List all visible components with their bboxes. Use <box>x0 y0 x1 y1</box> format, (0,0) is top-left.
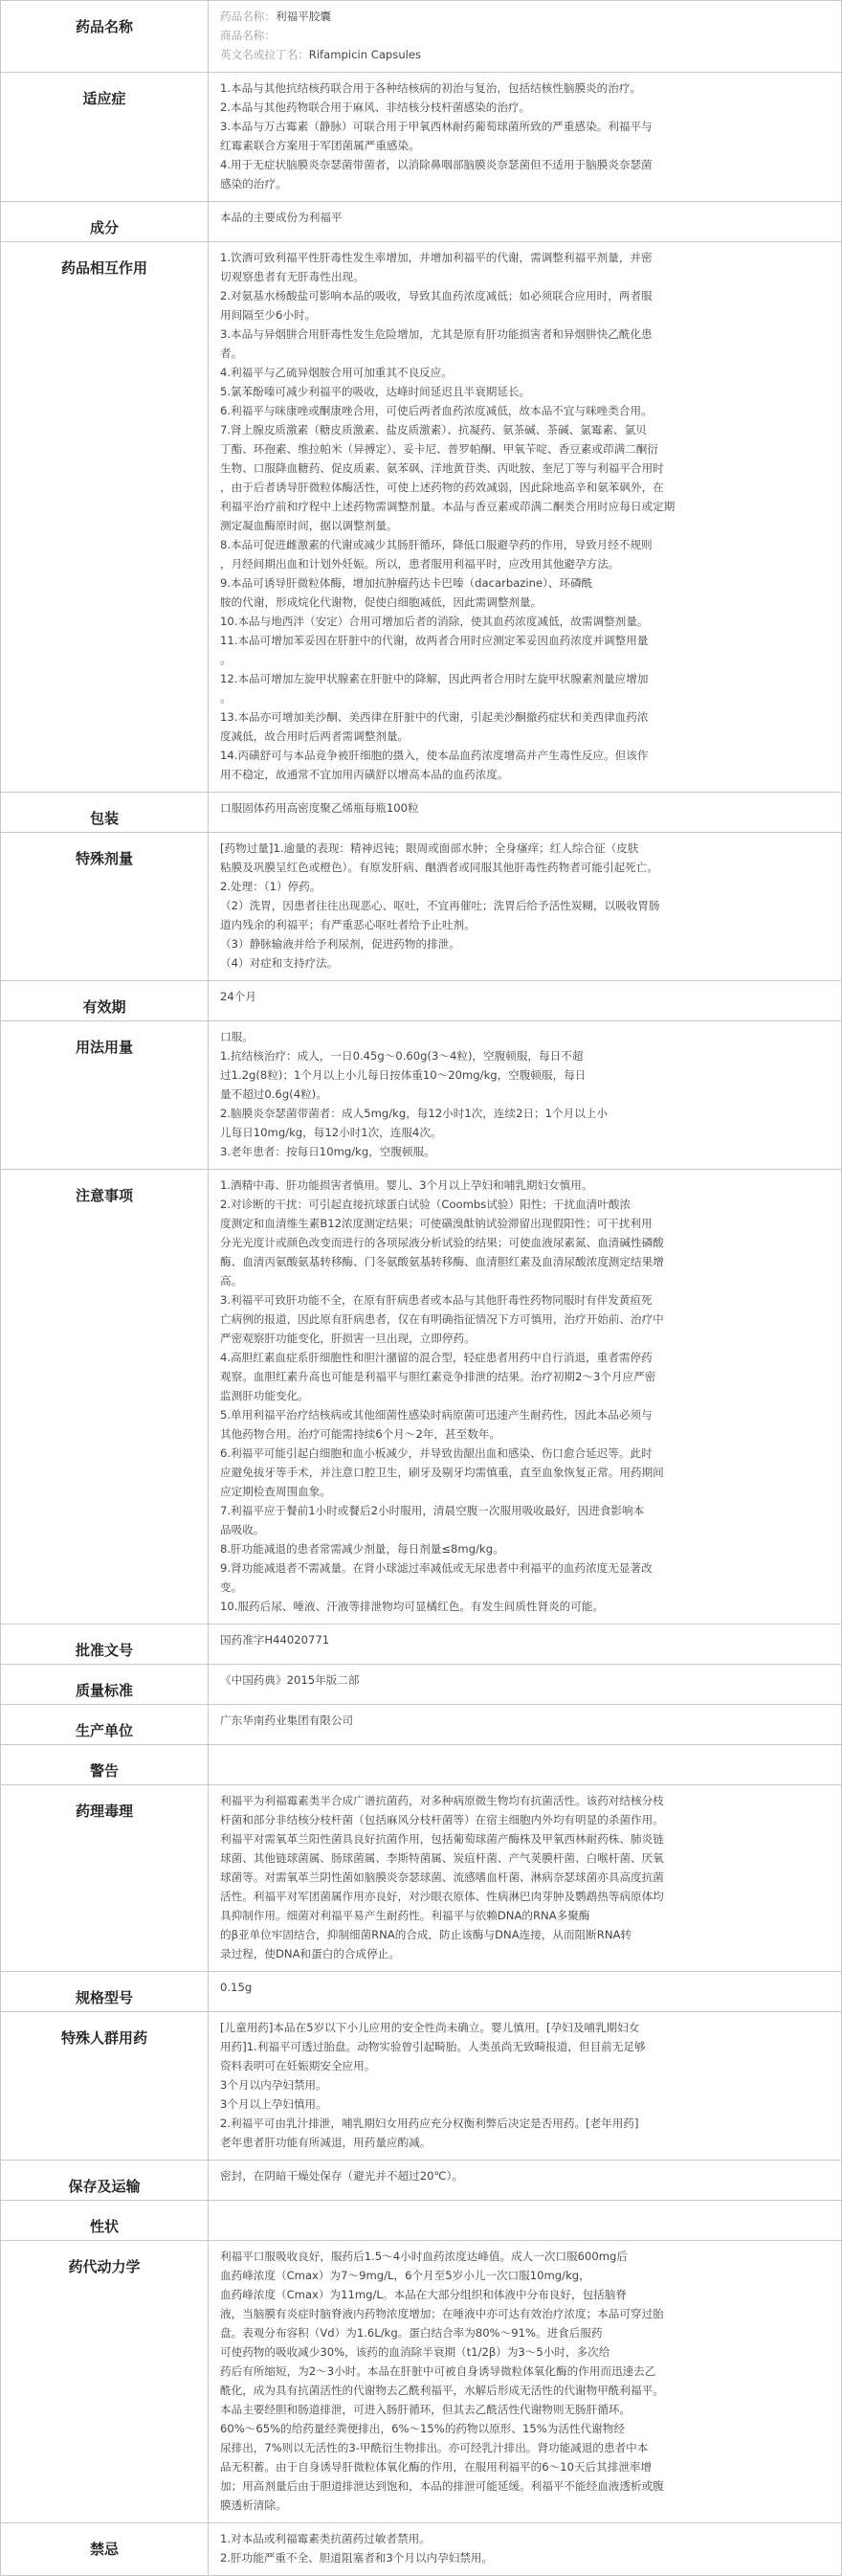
content-line: 酰化，成为具有抗菌活性的代谢物去乙酰利福平，水解后形成无活性的代谢物甲酰利福平。 <box>220 2384 664 2397</box>
drug-info-rows <box>1 1 842 2576</box>
content-precautions <box>209 1170 842 1624</box>
content-line: 3.利福平可致肝功能不全，在原有肝病患者或本品与其他肝毒性药物同服时有伴发黄疸死 <box>220 1293 653 1307</box>
content-line: 膜透析清除。 <box>220 2498 287 2512</box>
content-line: 1.饮酒可致利福平性肝毒性发生率增加，并增加利福平的代谢，需调整利福平剂量，并密 <box>220 251 653 264</box>
content-line: 国药准字H44020771 <box>220 1633 330 1646</box>
content-line: 变。 <box>220 1580 243 1594</box>
content-line: 用间隔至少6小时。 <box>220 308 317 322</box>
content-line: 量不超过0.6g(4粒)。 <box>220 1087 327 1101</box>
label-contraindications: 禁忌 <box>1 2523 209 2576</box>
content-line: 2.对氨基水杨酸盐可影响本品的吸收，导致其血药浓度减低；如必须联合应用时，两者服 <box>220 289 653 302</box>
row-manufacturer <box>1 1705 842 1745</box>
row-specification <box>1 1972 842 2012</box>
label-specification: 规格型号 <box>1 1972 209 2012</box>
content-pharmacokinetics <box>209 2241 842 2523</box>
content-line: 9.肾功能减退者不需减量。在肾小球滤过率减低或无尿患者中利福平的血药浓度无显著改 <box>220 1561 653 1575</box>
content-packaging <box>209 793 842 833</box>
content-special-populations <box>209 2012 842 2161</box>
label-approval-number: 批准文号 <box>1 1624 209 1665</box>
label-warning: 警告 <box>1 1745 209 1785</box>
content-line: 6.利福平可能引起白细胞和血小板减少，并导致齿龈出血和感染、伤口愈合延迟等。此时 <box>220 1446 653 1460</box>
content-line: 胺的代谢，形成烷化代谢物，促使白细胞减低，因此需调整剂量。 <box>220 595 543 609</box>
content-line <box>220 26 831 45</box>
label-precautions: 注意事项 <box>1 1170 209 1624</box>
content-warning <box>209 1745 842 1785</box>
content-line: 7.利福平应于餐前1小时或餐后2小时服用，清晨空腹一次服用吸收最好，因进食影响本 <box>220 1504 645 1517</box>
content-line: 2.脑膜炎奈瑟菌带菌者：成人5mg/kg，每12小时1次，连续2日；1个月以上小 <box>220 1107 608 1120</box>
content-line: 亡病例的报道，因此原有肝病患者，仅在有明确指征情况下方可慎用，治疗开始前、治疗中 <box>220 1312 664 1326</box>
label-pharmacokinetics: 药代动力学 <box>1 2241 209 2523</box>
content-line: 3.本品与异烟肼合用肝毒性发生危险增加，尤其是原有肝功能损害者和异烟肼快乙酰化患 <box>220 327 653 341</box>
content-line <box>220 45 831 64</box>
label-manufacturer: 生产单位 <box>1 1705 209 1745</box>
content-line <box>220 7 831 26</box>
content-line: （2）洗胃，因患者往往出现恶心、呕吐，不宜再催吐；洗胃后给予活性炭糊，以吸收胃肠 <box>220 899 660 912</box>
content-drug-interactions <box>209 242 842 793</box>
content-appearance <box>209 2201 842 2241</box>
label-shelf-life: 有效期 <box>1 981 209 1021</box>
row-ingredients <box>1 202 842 242</box>
content-line: 24个月 <box>220 990 256 1003</box>
content-line: 口服固体药用高密度聚乙烯瓶每瓶100粒 <box>220 801 419 815</box>
row-storage-transport <box>1 2161 842 2201</box>
content-line: 应定期检查周围血象。 <box>220 1485 331 1498</box>
content-line: 酶、血清丙氨酸氨基转移酶、门冬氨酸氨基转移酶、血清胆红素及血清尿酸浓度测定结果增 <box>220 1255 664 1268</box>
content-line: 品吸收。 <box>220 1523 265 1536</box>
label-quality-standard: 质量标准 <box>1 1665 209 1705</box>
content-line: [药物过量]1.逾量的表现：精神迟钝；眼周或面部水肿；全身瘙痒；红人综合征（皮肤 <box>220 841 639 855</box>
content-line: [儿童用药]本品在5岁以下小儿应用的安全性尚未确立。婴儿慎用。[孕妇及哺乳期妇女 <box>220 2021 640 2034</box>
label-appearance: 性状 <box>1 2201 209 2241</box>
row-quality-standard <box>1 1665 842 1705</box>
row-drug-name <box>1 1 842 73</box>
content-line: 监测肝功能变化。 <box>220 1389 309 1402</box>
content-line: 6.利福平与咪康唑或酮康唑合用，可使后两者血药浓度减低，故本品不宜与咪唑类合用。 <box>220 404 653 417</box>
content-drug-name <box>209 1 842 73</box>
content-line: 8.本品可促进雌激素的代谢或减少其肠肝循环，降低口服避孕药的作用，导致月经不规则 <box>220 538 653 551</box>
label-pharmacology-toxicology: 药理毒理 <box>1 1785 209 1972</box>
content-line: （3）静脉输液并给予利尿剂，促进药物的排泄。 <box>220 937 460 951</box>
content-line: 3个月以内孕妇禁用。 <box>220 2078 327 2092</box>
content-line: 。 <box>220 691 232 705</box>
row-usage-dosage <box>1 1021 842 1170</box>
content-line: 4.用于无症状脑膜炎奈瑟菌带菌者，以消除鼻咽部脑膜炎奈瑟菌但不适用于脑膜炎奈瑟菌 <box>220 158 653 171</box>
row-shelf-life <box>1 981 842 1021</box>
content-line: 度测定和血清维生素B12浓度测定结果；可使磺溴酞钠试验滞留出现假阳性；可干扰利用 <box>220 1217 653 1230</box>
content-line: 1.对本品或利福霉素类抗菌药过敏者禁用。 <box>220 2532 431 2545</box>
field-prefix: 英文名或拉丁名： <box>220 48 309 61</box>
content-quality-standard <box>209 1665 842 1705</box>
row-indications <box>1 73 842 202</box>
content-line: 2.处理：（1）停药。 <box>220 880 321 893</box>
content-line: 儿每日10mg/kg，每12小时1次，连服4次。 <box>220 1126 442 1139</box>
content-line: 5.氯苯酚嗪可减少利福平的吸收，达峰时间延迟且半衰期延长。 <box>220 385 531 398</box>
content-line: 用不稳定，故通常不宜加用丙磺舒以增高本品的血药浓度。 <box>220 768 509 781</box>
content-line: 可使药物的吸收减少30%，该药的血消除半衰期（t1/2β）为3～5小时，多次给 <box>220 2345 610 2359</box>
content-line: 其他药物合用。治疗可能需持续6个月～2年，甚至数年。 <box>220 1427 501 1441</box>
label-indications: 适应症 <box>1 73 209 202</box>
content-line: 1.抗结核治疗：成人，一日0.45g～0.60g(3～4粒)，空腹顿服，每日不超 <box>220 1049 584 1063</box>
content-line: 《中国药典》2015年版二部 <box>220 1673 360 1687</box>
content-line: 用药]1.利福平可透过胎盘。动物实验曾引起畸胎。人类虽尚无致畸报道，但目前无足够 <box>220 2040 646 2053</box>
content-line: 本品的主要成份为利福平 <box>220 211 343 224</box>
label-special-dosage: 特殊剂量 <box>1 833 209 981</box>
content-line: 尿排出，7%则以无活性的3-甲酰衍生物排出。亦可经乳汁排出。肾功能减退的患者中本 <box>220 2441 649 2454</box>
content-line: 3个月以上孕妇慎用。 <box>220 2097 327 2111</box>
label-drug-name: 药品名称 <box>1 1 209 73</box>
label-usage-dosage: 用法用量 <box>1 1021 209 1170</box>
content-line: 60%～65%的给药量经粪便排出，6%～15%的药物以原形、15%为活性代谢物经 <box>220 2422 625 2435</box>
content-line: 度减低，故合用时后两者需调整剂量。 <box>220 729 410 743</box>
content-line: 13.本品亦可增加美沙酮、美西律在肝脏中的代谢，引起美沙酮撤药症状和美西律血药浓 <box>220 710 649 724</box>
content-line: 品无积蓄。由于自身诱导肝微粒体氧化酶的作用，在服用利福平的6～10天后其排泄率增 <box>220 2460 653 2474</box>
content-line: 2.利福平可由乳汁排泄，哺乳期妇女用药应充分权衡利弊后决定是否用药。[老年用药] <box>220 2117 639 2130</box>
content-line: 球菌、其他链球菌属、肠球菌属、李斯特菌属、炭疽杆菌、产气荚膜杆菌、白喉杆菌、厌氧 <box>220 1851 664 1865</box>
row-contraindications <box>1 2523 842 2576</box>
content-line: 具抑制作用。细菌对利福平易产生耐药性。利福平与依赖DNA的RNA多聚酶 <box>220 1909 590 1922</box>
content-ingredients <box>209 202 842 242</box>
content-line: 丁酯、环孢素、维拉帕米（异搏定）、妥卡尼、普罗帕酮、甲氧苄啶、香豆素或茚满二酮衍 <box>220 442 658 456</box>
content-line: 2.本品与其他药物联合用于麻风、非结核分枝杆菌感染的治疗。 <box>220 101 531 114</box>
content-line: 3.本品与万古霉素（静脉）可联合用于甲氧西林耐药葡萄球菌所致的严重感染。利福平与 <box>220 120 653 133</box>
content-line: 观察。血胆红素升高也可能是利福平与胆红素竞争排泄的结果。治疗初期2～3个月应严密 <box>220 1370 656 1383</box>
row-precautions <box>1 1170 842 1624</box>
content-line: 杆菌和部分非结核分枝杆菌（包括麻风分枝杆菌等）在宿主细胞内外均有明显的杀菌作用。 <box>220 1813 664 1826</box>
content-line: ，月经间期出血和计划外妊娠。所以，患者服用利福平时，应改用其他避孕方法。 <box>220 557 620 571</box>
content-line: 加；用高剂量后由于胆道排泄达到饱和，本品的排泄可能延缓。利福平不能经血液透析或腹 <box>220 2479 664 2493</box>
content-line: 3.老年患者：按每日10mg/kg，空腹顿服。 <box>220 1145 435 1158</box>
row-warning <box>1 1745 842 1785</box>
content-line: 老年患者肝功能有所减退，用药量应酌减。 <box>220 2136 432 2149</box>
content-line: 者。 <box>220 347 243 360</box>
content-line: 2.肝功能严重不全、胆道阻塞者和3个月以内孕妇禁用。 <box>220 2551 494 2565</box>
content-usage-dosage <box>209 1021 842 1170</box>
content-line: 应避免拔牙等手术，并注意口腔卫生，刷牙及剔牙均需慎重，直至血象恢复正常。用药期间 <box>220 1466 664 1479</box>
content-line: 血药峰浓度（Cmax）为11mg/L。本品在大部分组织和体液中分布良好，包括脑脊 <box>220 2288 627 2301</box>
content-line: 资料表明可在妊娠期安全应用。 <box>220 2059 376 2072</box>
row-appearance <box>1 2201 842 2241</box>
content-pharmacology-toxicology <box>209 1785 842 1972</box>
content-line: 过1.2g(8粒)；1个月以上小儿每日按体重10～20mg/kg，空腹顿服，每日 <box>220 1068 587 1082</box>
content-line: 1.酒精中毒、肝功能损害者慎用。婴儿、3个月以上孕妇和哺乳期妇女慎用。 <box>220 1178 593 1192</box>
content-manufacturer <box>209 1705 842 1745</box>
content-line: 道内残余的利福平；有严重恶心呕吐者给予止吐剂。 <box>220 918 476 931</box>
content-line: 录过程，使DNA和蛋白的合成停止。 <box>220 1947 400 1960</box>
content-line: 血药峰浓度（Cmax）为7～9mg/L，6个月至5岁小儿一次口服10mg/kg， <box>220 2269 590 2282</box>
row-special-dosage <box>1 833 842 981</box>
row-packaging <box>1 793 842 833</box>
content-approval-number <box>209 1624 842 1665</box>
content-contraindications <box>209 2523 842 2576</box>
content-line: 液，当脑膜有炎症时脑脊液内药物浓度增加；在唾液中亦可达有效治疗浓度；本品可穿过胎 <box>220 2307 664 2320</box>
content-line: 粘膜及巩膜呈红色或橙色）。有原发肝病、酗酒者或同服其他肝毒性药物者可能引起死亡。 <box>220 861 658 874</box>
content-line: 切观察患者有无肝毒性出现。 <box>220 270 365 283</box>
content-special-dosage <box>209 833 842 981</box>
label-special-populations: 特殊人群用药 <box>1 2012 209 2161</box>
row-pharmacology-toxicology <box>1 1785 842 1972</box>
content-line: 5.单用利福平治疗结核病或其他细菌性感染时病原菌可迅速产生耐药性，因此本品必须与 <box>220 1408 653 1422</box>
content-line: 测定凝血酶原时间，据以调整剂量。 <box>220 519 398 532</box>
content-line: 感染的治疗。 <box>220 177 287 190</box>
content-line: 口服。 <box>220 1030 254 1043</box>
content-line: 10.服药后尿、唾液、汗液等排泄物均可显橘红色。有发生间质性肾炎的可能。 <box>220 1600 605 1613</box>
content-specification <box>209 1972 842 2012</box>
label-packaging: 包装 <box>1 793 209 833</box>
content-line: 严密观察肝功能变化，肝损害一旦出现，立即停药。 <box>220 1332 476 1345</box>
content-line: 4.高胆红素血症系肝细胞性和胆汁潴留的混合型，轻症患者用药中自行消退，重者需停药 <box>220 1351 653 1364</box>
content-line: 球菌等。对需氧革兰阴性菌如脑膜炎奈瑟球菌、流感嗜血杆菌、淋病奈瑟球菌亦具高度抗菌 <box>220 1870 664 1884</box>
content-line: 2.对诊断的干扰：可引起直接抗球蛋白试验（Coombs试验）阳性；干扰血清叶酸浓 <box>220 1198 632 1211</box>
field-value: 利福平胶囊 <box>275 10 331 23</box>
content-line: 1.本品与其他抗结核药联合用于各种结核病的初治与复治，包括结核性脑膜炎的治疗。 <box>220 81 642 95</box>
content-line: 利福平为利福霉素类半合成广谱抗菌药，对多种病原微生物均有抗菌活性。该药对结核分枝 <box>220 1794 664 1807</box>
content-line: 14.丙磺舒可与本品竞争被肝细胞的摄入，使本品血药浓度增高并产生毒性反应。但该作 <box>220 749 649 762</box>
content-line: 12.本品可增加左旋甲状腺素在肝脏中的降解，因此两者合用时左旋甲状腺素剂量应增加 <box>220 672 649 685</box>
content-line: 利福平对需氧革兰阳性菌具良好抗菌作用，包括葡萄球菌产酶株及甲氧西林耐药株、肺炎链 <box>220 1832 664 1846</box>
content-line: 4.利福平与乙硫异烟胺合用可加重其不良反应。 <box>220 366 453 379</box>
content-line: 密封，在阴暗干燥处保存（避光并不超过20℃）。 <box>220 2169 463 2183</box>
content-line: 生物、口服降血糖药、促皮质素、氨苯砜、洋地黄苷类、丙吡胺、奎尼丁等与利福平合用时 <box>220 461 664 475</box>
field-value: Rifampicin Capsules <box>308 48 422 61</box>
content-line: 盘。表观分布容积（Vd）为1.6L/kg。蛋白结合率为80%～91%。进食后服药 <box>220 2326 603 2340</box>
content-line: 广东华南药业集团有限公司 <box>220 1714 354 1727</box>
content-line: 8.肝功能减退的患者常需减少剂量，每日剂量≤8mg/kg。 <box>220 1542 504 1556</box>
content-line: 9.本品可诱导肝微粒体酶，增加抗肿瘤药达卡巴嗪（dacarbazine）、环磷酰 <box>220 576 593 590</box>
label-drug-interactions: 药品相互作用 <box>1 242 209 793</box>
row-special-populations <box>1 2012 842 2161</box>
content-line: 的β亚单位牢固结合，抑制细菌RNA的合成，防止该酶与DNA连接，从而阻断RNA转 <box>220 1928 632 1941</box>
content-line: 。 <box>220 653 232 666</box>
content-line: 10.本品与地西泮（安定）合用可增加后者的消除，使其血药浓度减低，故需调整剂量。 <box>220 615 649 628</box>
field-prefix: 药品名称： <box>220 10 276 23</box>
content-line: 活性。利福平对军团菌属作用亦良好，对沙眼衣原体、性病淋巴肉芽肿及鹦鹉热等病原体均 <box>220 1890 664 1903</box>
label-storage-transport: 保存及运输 <box>1 2161 209 2201</box>
content-line: 利福平口服吸收良好，服药后1.5～4小时血药浓度达峰值。成人一次口服600mg后 <box>220 2250 629 2263</box>
content-line: ，由于后者诱导肝微粒体酶活性，可使上述药物的药效减弱，因此除地高辛和氨苯砜外，在 <box>220 481 664 494</box>
label-ingredients: 成分 <box>1 202 209 242</box>
content-line: 高。 <box>220 1274 243 1288</box>
field-prefix: 商品名称： <box>220 29 276 42</box>
content-line: 红霉素联合方案用于军团菌属严重感染。 <box>220 139 420 152</box>
row-pharmacokinetics <box>1 2241 842 2523</box>
row-drug-interactions <box>1 242 842 793</box>
content-line: （4）对症和支持疗法。 <box>220 956 339 970</box>
content-line: 7.肾上腺皮质激素（糖皮质激素、盐皮质激素）、抗凝药、氨茶碱、茶碱、氯霉素、氯贝 <box>220 423 647 437</box>
content-line: 0.15g <box>220 1981 253 1994</box>
content-indications <box>209 73 842 202</box>
content-line: 分光光度计或颜色改变而进行的各项尿液分析试验的结果；可使血液尿素氮、血清碱性磷酸 <box>220 1236 664 1249</box>
row-approval-number <box>1 1624 842 1665</box>
content-line: 药后有所缩短，为2～3小时。本品在肝脏中可被自身诱导微粒体氧化酶的作用而迅速去乙 <box>220 2364 656 2378</box>
content-line: 11.本品可增加苯妥因在肝脏中的代谢，故两者合用时应测定苯妥因血药浓度并调整用量 <box>220 634 649 647</box>
content-shelf-life <box>209 981 842 1021</box>
content-storage-transport <box>209 2161 842 2201</box>
content-line: 利福平治疗前和疗程中上述药物需调整剂量。本品与香豆素或茚满二酮类合用时应每日或定期 <box>220 500 676 513</box>
content-line: 本品主要经胆和肠道排泄，可进入肠肝循环，但其去乙酰活性代谢物则无肠肝循环。 <box>220 2403 631 2416</box>
